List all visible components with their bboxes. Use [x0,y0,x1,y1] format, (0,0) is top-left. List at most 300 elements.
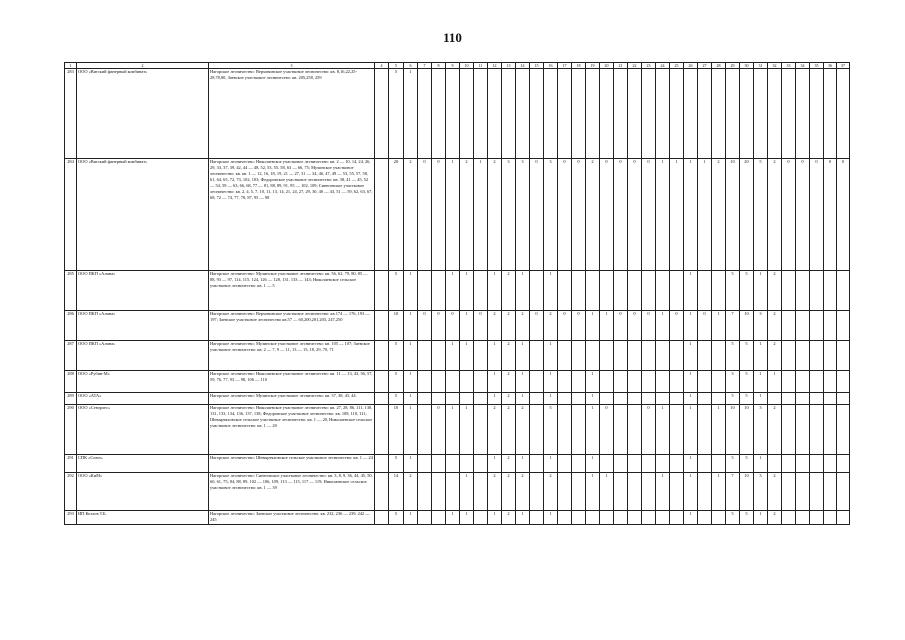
value-cell [418,393,432,405]
value-cell [530,455,544,473]
value-cell [712,371,726,393]
value-cell [782,69,796,159]
value-cell: 5 [389,511,404,525]
value-cell: 1 [698,159,712,271]
value-cell: 20 [389,159,404,271]
value-cell [558,455,572,473]
value-cell [628,511,642,525]
value-cell: 1 [460,311,474,341]
value-cell: 2 [502,511,516,525]
header-cell: 7 [418,63,432,69]
value-cell: 3 [726,371,740,393]
forest-area: Нагорское лесничество: Николаевское участковое лесничество: кв. 27, 28, 86, 111, 130, 131, 133, 134, 136, 137, 138; Федоровское участковое лесничество: кв. 108, 110, 111; Шевыртяховское сельское участковое лесничество: кв. 1 — 20, Николаевское сельское участковое лесничество: кв. 1 — 20 [209,405,375,455]
table-row [65,271,850,311]
forest-area: Нагорское лесничество: Мулинское участковое лесничество: кв. 37, 38, 43, 44. [209,393,375,405]
value-cell [698,371,712,393]
value-cell: 1 [544,341,558,371]
value-cell [824,271,837,311]
header-cell: 23 [642,63,656,69]
value-cell: 1 [586,473,600,511]
value-cell: 5 [389,271,404,311]
value-cell: 2 [460,159,474,271]
value-cell: 1 [404,371,418,393]
value-cell [837,341,850,371]
value-cell: 2 [488,473,502,511]
value-cell [796,393,810,405]
value-cell [530,69,544,159]
value-cell [837,393,850,405]
value-cell: 5 [389,393,404,405]
value-cell: 0 [642,311,656,341]
value-cell [698,69,712,159]
value-cell: 1 [586,371,600,393]
value-cell: 0 [670,311,684,341]
tenant-name: ООО «Вятский фанерный комбинат» [77,69,209,159]
value-cell: 0 [558,159,572,271]
row-number: 285 [65,271,77,311]
value-cell: 1 [544,511,558,525]
value-cell: 2 [516,473,530,511]
value-cell [796,69,810,159]
value-cell [558,341,572,371]
value-cell [460,69,474,159]
value-cell [375,371,389,393]
value-cell [418,271,432,311]
value-cell: 2 [768,405,782,455]
value-cell [516,69,530,159]
value-cell: 1 [446,341,460,371]
value-cell [712,511,726,525]
value-cell [656,455,670,473]
value-cell [712,271,726,311]
value-cell [670,473,684,511]
tenant-name: ИП Козлов Т.Б. [77,511,209,525]
value-cell: 1 [670,159,684,271]
value-cell [670,455,684,473]
value-cell: 2 [544,473,558,511]
forest-area: Нагорское лесничество: Мулинское участковое лесничество: кв. 105 — 107; Заевское участковое лесничество: кв. 2 — 7, 9 — 11, 13 — 15, 18, 29, 70, 71 [209,341,375,371]
value-cell [642,393,656,405]
value-cell [782,341,796,371]
value-cell: 1 [586,393,600,405]
value-cell [656,69,670,159]
value-cell [432,455,446,473]
table-row [65,455,850,473]
value-cell: 2 [768,511,782,525]
value-cell [824,371,837,393]
value-cell [474,393,488,405]
value-cell: 2 [404,473,418,511]
value-cell: 1 [404,271,418,311]
forest-area: Нагорское лесничество: Николаевское участковое лесничество: кв. 11 — 13, 43, 56, 57, 59, 76, 77, 93 — 98, 106 — 110 [209,371,375,393]
header-cell: 1 [65,63,77,69]
value-cell [698,455,712,473]
value-cell [642,271,656,311]
value-cell: 5 [740,393,754,405]
value-cell [446,473,460,511]
value-cell: 5 [726,341,740,371]
value-cell: 5 [726,393,740,405]
value-cell: 1 [474,159,488,271]
value-cell [572,511,586,525]
value-cell: 1 [656,473,670,511]
row-number: 287 [65,341,77,371]
header-cell: 11 [474,63,488,69]
value-cell: 1 [754,393,768,405]
value-cell: 2 [768,271,782,311]
value-cell [796,511,810,525]
value-cell [530,393,544,405]
header-cell: 27 [698,63,712,69]
value-cell [474,405,488,455]
header-cell: 15 [530,63,544,69]
value-cell [810,455,824,473]
value-cell: 3 [754,405,768,455]
value-cell: 5 [740,511,754,525]
value-cell [474,455,488,473]
value-cell [418,371,432,393]
value-cell [628,455,642,473]
value-cell: 1 [446,159,460,271]
value-cell [656,271,670,311]
value-cell [810,271,824,311]
value-cell [502,69,516,159]
value-cell: 1 [656,311,670,341]
table-row [65,69,850,159]
value-cell [754,69,768,159]
page-number: 110 [443,30,462,45]
header-cell: 2 [77,63,209,69]
value-cell: 1 [684,455,698,473]
value-cell [810,311,824,341]
value-cell [642,473,656,511]
value-cell: 2 [586,159,600,271]
header-cell: 22 [628,63,642,69]
value-cell: 0 [810,159,824,271]
value-cell [600,69,614,159]
value-cell [670,511,684,525]
value-cell [614,371,628,393]
tenant-name: ООО ПКП «Алина» [77,341,209,371]
value-cell [782,371,796,393]
value-cell: 0 [530,311,544,341]
value-cell [530,271,544,311]
value-cell: 5 [726,511,740,525]
value-cell: 2 [768,311,782,341]
value-cell: 2 [516,311,530,341]
tenant-name: ООО ПКП «Алина» [77,311,209,341]
value-cell [446,371,460,393]
value-cell: 1 [516,455,530,473]
value-cell: 1 [656,159,670,271]
value-cell [698,511,712,525]
value-cell [488,69,502,159]
header-cell: 3 [209,63,375,69]
value-cell: 1 [460,341,474,371]
value-cell [837,511,850,525]
value-cell [558,371,572,393]
value-cell: 2 [488,405,502,455]
value-cell [698,405,712,455]
value-cell: 0 [530,159,544,271]
value-cell [698,341,712,371]
value-cell: 0 [572,311,586,341]
value-cell [837,455,850,473]
tenant-name: ООО «Вятский фанерный комбинат» [77,159,209,271]
value-cell: 2 [404,159,418,271]
value-cell [558,271,572,311]
value-cell [600,511,614,525]
value-cell: 2 [502,455,516,473]
value-cell: 1 [516,393,530,405]
value-cell [712,455,726,473]
value-cell [418,473,432,511]
value-cell [824,511,837,525]
value-cell [698,473,712,511]
value-cell: 1 [754,511,768,525]
value-cell [572,271,586,311]
value-cell: 5 [544,405,558,455]
row-number: 284 [65,159,77,271]
value-cell [782,393,796,405]
header-cell: 32 [768,63,782,69]
value-cell: 2 [768,473,782,511]
value-cell [530,341,544,371]
value-cell [586,341,600,371]
value-cell: 1 [712,311,726,341]
value-cell [628,69,642,159]
value-cell: 0 [558,311,572,341]
row-number: 289 [65,393,77,405]
value-cell [530,473,544,511]
header-cell: 13 [502,63,516,69]
tenant-name: ООО «Севэрлес» [77,405,209,455]
value-cell [572,455,586,473]
value-cell: 5 [389,341,404,371]
value-cell [670,393,684,405]
value-cell [782,455,796,473]
value-cell: 1 [712,405,726,455]
value-cell [460,393,474,405]
header-cell: 36 [824,63,837,69]
value-cell: 5 [726,455,740,473]
value-cell [446,455,460,473]
value-cell: 3 [754,311,768,341]
value-cell [586,271,600,311]
value-cell [782,311,796,341]
value-cell: 0 [782,159,796,271]
value-cell [656,371,670,393]
value-cell: 2 [502,271,516,311]
value-cell [824,473,837,511]
value-cell: 0 [628,159,642,271]
value-cell [712,341,726,371]
value-cell [796,341,810,371]
value-cell [796,455,810,473]
value-cell [375,455,389,473]
value-cell: 2 [502,371,516,393]
forest-area: Нагорское лесничество: Мулинское участковое лесничество: кв. 56, 62, 79, 80, 85 — 88, 93 — 97, 114, 115, 124, 126 — 128, 131, 133 — 143; Николаевское сельское участковое лесничество: кв. 1 — 5 [209,271,375,311]
row-number: 293 [65,511,77,525]
value-cell [614,271,628,311]
value-cell [782,405,796,455]
value-cell: 0 [600,159,614,271]
forest-area: Нагорское лесничество: Заевское участковое лесничество: кв. 232, 236 — 239, 242 — 245 [209,511,375,525]
value-cell: 1 [754,371,768,393]
value-cell: 10 [740,311,754,341]
value-cell [614,473,628,511]
value-cell: 10 [389,405,404,455]
value-cell: 0 [628,311,642,341]
value-cell [446,69,460,159]
value-cell [614,69,628,159]
value-cell [530,405,544,455]
header-cell: 25 [670,63,684,69]
value-cell [824,455,837,473]
value-cell: 1 [488,393,502,405]
value-cell: 5 [740,455,754,473]
value-cell: 7 [726,311,740,341]
value-cell [740,69,754,159]
header-cell: 10 [460,63,474,69]
header-cell: 12 [488,63,502,69]
header-cell: 5 [389,63,404,69]
value-cell: 10 [389,311,404,341]
value-cell [375,341,389,371]
value-cell: 2 [516,405,530,455]
value-cell: 1 [684,159,698,271]
value-cell: 2 [502,473,516,511]
value-cell: 0 [474,311,488,341]
value-cell: 2 [502,405,516,455]
value-cell: 2 [488,159,502,271]
value-cell [768,455,782,473]
header-cell: 9 [446,63,460,69]
header-cell: 31 [754,63,768,69]
value-cell [375,473,389,511]
value-cell [600,393,614,405]
value-cell: 1 [684,371,698,393]
value-cell: 7 [726,473,740,511]
value-cell [460,371,474,393]
forest-area: Нагорское лесничество: Синеговское участковое лесничество: кв. 3, 8, 9, 36, 44, 45, 50, 60, 61, 75, 84, 88, 89, 102 — 106, 109, 113 — 115, 117 — 119; Николаевское сельское участковое лесничество: кв. 1 — 39 [209,473,375,511]
value-cell [474,371,488,393]
value-cell: 1 [684,341,698,371]
table-row [65,371,850,393]
value-cell [586,511,600,525]
value-cell: 1 [446,405,460,455]
value-cell [586,69,600,159]
forest-area: Нагорское лесничество: Верховинское участковое лесничество: кв.174 — 176, 193 — 197; Заевское участковое лесничество кв.57 — 60,200,201,203, 247,250 [209,311,375,341]
table-row [65,311,850,341]
value-cell [432,271,446,311]
header-cell: 35 [810,63,824,69]
value-cell [712,393,726,405]
value-cell [460,455,474,473]
value-cell [824,311,837,341]
value-cell [670,271,684,311]
value-cell: 1 [516,371,530,393]
value-cell: 14 [389,473,404,511]
header-cell: 6 [404,63,418,69]
value-cell [375,159,389,271]
value-cell: 1 [684,393,698,405]
value-cell: 1 [460,511,474,525]
value-cell: 0 [446,311,460,341]
value-cell [837,473,850,511]
value-cell [530,371,544,393]
value-cell [614,405,628,455]
value-cell [642,511,656,525]
value-cell: 20 [740,159,754,271]
table-row [65,341,850,371]
value-cell [572,341,586,371]
value-cell: 5 [754,159,768,271]
value-cell [810,473,824,511]
value-cell [432,69,446,159]
value-cell [572,473,586,511]
value-cell [375,393,389,405]
value-cell: 1 [684,511,698,525]
value-cell: 1 [600,311,614,341]
tenant-name: ООО ПКП «Алина» [77,271,209,311]
value-cell [628,341,642,371]
header-cell: 30 [740,63,754,69]
value-cell: 1 [446,271,460,311]
header-cell: 4 [375,63,389,69]
value-cell [614,341,628,371]
value-cell [837,311,850,341]
value-cell [796,271,810,311]
header-cell: 8 [432,63,446,69]
value-cell [375,405,389,455]
value-cell: 0 [796,159,810,271]
row-number: 291 [65,455,77,473]
tenant-name: ООО «КиМ» [77,473,209,511]
value-cell: 1 [404,311,418,341]
value-cell: 10 [726,405,740,455]
value-cell [684,69,698,159]
value-cell [418,69,432,159]
value-cell [810,69,824,159]
value-cell [796,371,810,393]
forest-area: Нагорское лесничество: Шевыртяховское сельское участковое лесничество: кв. 1 — 24 [209,455,375,473]
value-cell [810,341,824,371]
value-cell [712,69,726,159]
value-cell [837,405,850,455]
value-cell [375,69,389,159]
value-cell: 5 [726,271,740,311]
value-cell: 3 [754,473,768,511]
value-cell [782,473,796,511]
value-cell: 2 [502,341,516,371]
value-cell [670,371,684,393]
header-cell: 18 [572,63,586,69]
value-cell [656,511,670,525]
value-cell: 2 [768,159,782,271]
value-cell [628,473,642,511]
value-cell [558,393,572,405]
value-cell [796,473,810,511]
value-cell: 1 [712,473,726,511]
value-cell: 3 [516,159,530,271]
value-cell: 10 [740,473,754,511]
header-cell: 20 [600,63,614,69]
value-cell [474,473,488,511]
value-cell: 2 [768,341,782,371]
value-cell: 1 [600,473,614,511]
value-cell [432,393,446,405]
